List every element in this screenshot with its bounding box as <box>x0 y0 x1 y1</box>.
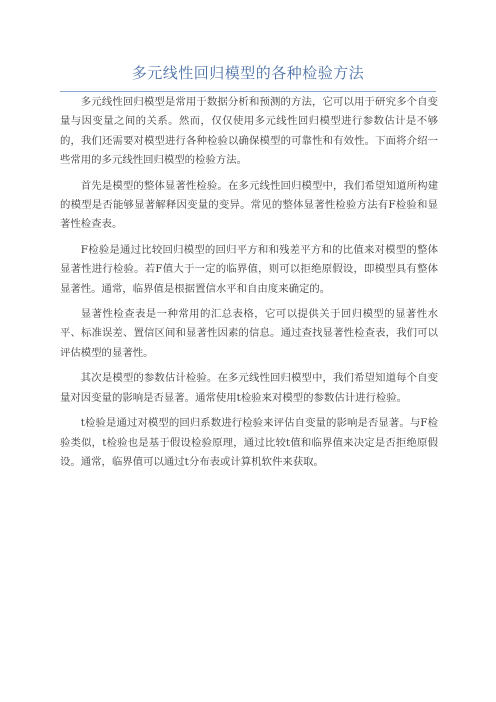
title-block <box>60 62 436 92</box>
document-title: 多元线性回归模型的各种检验方法 <box>131 64 365 82</box>
paragraph-2: 首先是模型的整体显著性检验。在多元线性回归模型中，我们希望知道所构建的模型是否能够显著解释因变量的变异。常见的整体显著性检验方法有F检验和显著性检查表。 <box>60 179 438 231</box>
document-body <box>60 93 438 478</box>
paragraph-1: 多元线性回归模型是常用于数据分析和预测的方法，它可以用于研究多个自变量与因变量之间的关系。然而，仅仅使用多元线性回归模型进行参数估计是不够的，我们还需要对模型进行各种检验以确保模型的可靠性和有效性。下面将介绍一些常用的多元线性回归模型的检验方法。 <box>60 96 438 167</box>
paragraph-4: 显著性检查表是一种常用的汇总表格，它可以提供关于回归模型的显著性水平、标准误差、置信区间和显著性因素的信息。通过查找显著性检查表，我们可以评估模型的显著性。 <box>60 308 438 359</box>
paragraph-3: F检验是通过比较回归模型的回归平方和和残差平方和的比值来对模型的整体显著性进行检验。若F值大于一定的临界值，则可以拒绝原假设，即模型具有整体显著性。通常，临界值是根据置信水平和自由度来确定的。 <box>60 243 438 295</box>
paragraph-6: t检验是通过对模型的回归系数进行检验来评估自变量的影响是否显著。与F检验类似，t检验也是基于假设检验原理，通过比较t值和临界值来决定是否拒绝原假设。通常，临界值可以通过t分布表或计算机软件来获取。 <box>60 417 438 468</box>
title-divider <box>60 91 436 92</box>
paragraph-5: 其次是模型的参数估计检验。在多元线性回归模型中，我们希望知道每个自变量对因变量的影响是否显著。通常使用t检验来对模型的参数估计进行检验。 <box>60 372 438 404</box>
